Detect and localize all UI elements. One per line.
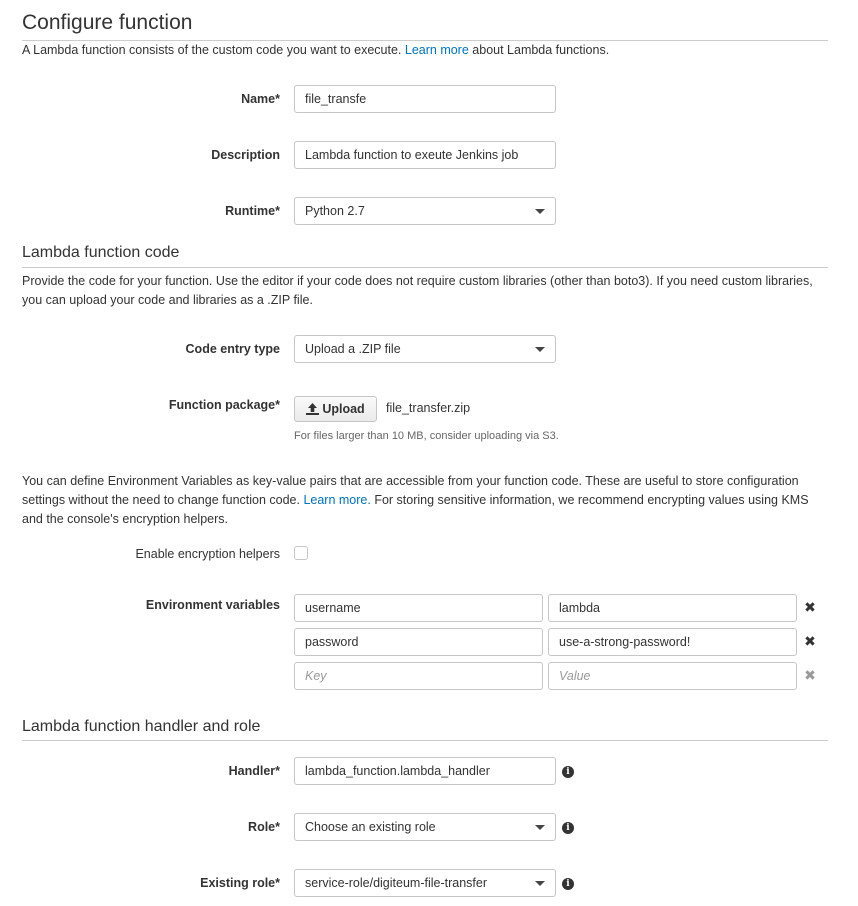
function-package-label: Function package*	[168, 398, 280, 412]
code-entry-type-label: Code entry type	[185, 342, 280, 356]
env-intro-line	[22, 491, 832, 510]
uploaded-file-name: file_transfer.zip	[386, 401, 471, 415]
role-label: Role*	[248, 820, 280, 834]
info-icon[interactable]: i	[562, 766, 574, 778]
remove-variable-icon[interactable]: ✖	[804, 599, 816, 615]
code-intro	[22, 272, 832, 310]
page-title: Configure function	[22, 11, 193, 34]
code-entry-type-select[interactable]	[294, 335, 556, 363]
env-key-input[interactable]: password	[294, 628, 543, 656]
code-entry-type-value: Upload a .ZIP file	[305, 342, 401, 356]
encryption-helpers-label: Enable encryption helpers	[135, 547, 280, 561]
existing-role-label: Existing role*	[200, 876, 280, 890]
existing-role-select[interactable]	[294, 869, 556, 897]
handler-section-title: Lambda function handler and role	[22, 718, 261, 735]
role-selected-value: Choose an existing role	[305, 820, 436, 834]
section-divider	[22, 267, 828, 268]
env-learn-more-link[interactable]: Learn more.	[303, 493, 371, 507]
learn-more-link[interactable]: Learn more	[404, 43, 469, 57]
code-intro-line: Provide the code for your function. Use the editor if your code does not require custom libraries (other than boto3). If you need custom libraries,	[22, 274, 813, 288]
chevron-down-icon	[535, 881, 545, 886]
existing-role-selected-value: service-role/digiteum-file-transfer	[305, 876, 488, 890]
role-select[interactable]	[294, 813, 556, 841]
env-intro-text: settings without the need to change function code.	[22, 493, 304, 507]
upload-button-label: Upload	[322, 402, 365, 416]
env-intro-line: You can define Environment Variables as key-value pairs that are accessible from your function code. These are useful to store configuration	[22, 474, 799, 488]
section-divider	[22, 740, 828, 741]
handler-input[interactable]: lambda_function.lambda_handler	[294, 757, 556, 785]
runtime-selected-value: Python 2.7	[305, 204, 365, 218]
upload-help-text: For files larger than 10 MB, consider uploading via S3.	[294, 430, 559, 442]
env-intro-text: For storing sensitive information, we recommend encrypting values using KMS	[370, 493, 809, 507]
env-value-input-empty[interactable]: Value	[548, 662, 797, 690]
intro-text: A Lambda function consists of the custom code you want to execute.	[22, 43, 405, 57]
code-intro-line: you can upload your code and libraries as a .ZIP file.	[22, 293, 313, 307]
intro-text-after: about Lambda functions.	[468, 43, 610, 57]
env-key-input-empty[interactable]: Key	[294, 662, 543, 690]
upload-button[interactable]	[294, 396, 377, 422]
env-value-input[interactable]: use-a-strong-password!	[548, 628, 797, 656]
env-intro-line: and the console's encryption helpers.	[22, 512, 228, 526]
code-section-title: Lambda function code	[22, 244, 180, 261]
chevron-down-icon	[535, 825, 545, 830]
runtime-select[interactable]	[294, 197, 556, 225]
chevron-down-icon	[535, 347, 545, 352]
info-icon[interactable]: i	[562, 822, 574, 834]
name-input[interactable]: file_transfe	[294, 85, 556, 113]
env-value-input[interactable]: lambda	[548, 594, 797, 622]
remove-variable-icon[interactable]: ✖	[804, 633, 816, 649]
description-input[interactable]: Lambda function to exeute Jenkins job	[294, 141, 556, 169]
env-variables-label: Environment variables	[145, 598, 280, 612]
remove-variable-icon-disabled: ✖	[804, 667, 816, 683]
name-label: Name*	[241, 92, 280, 106]
description-label: Description	[211, 148, 280, 162]
handler-label: Handler*	[228, 764, 280, 778]
encryption-helpers-checkbox[interactable]	[294, 546, 308, 560]
info-icon[interactable]: i	[562, 878, 574, 890]
runtime-label: Runtime*	[225, 204, 280, 218]
env-intro	[22, 472, 832, 529]
env-key-input[interactable]: username	[294, 594, 543, 622]
configure-intro	[22, 41, 832, 60]
chevron-down-icon	[535, 209, 545, 214]
upload-icon	[306, 403, 319, 415]
